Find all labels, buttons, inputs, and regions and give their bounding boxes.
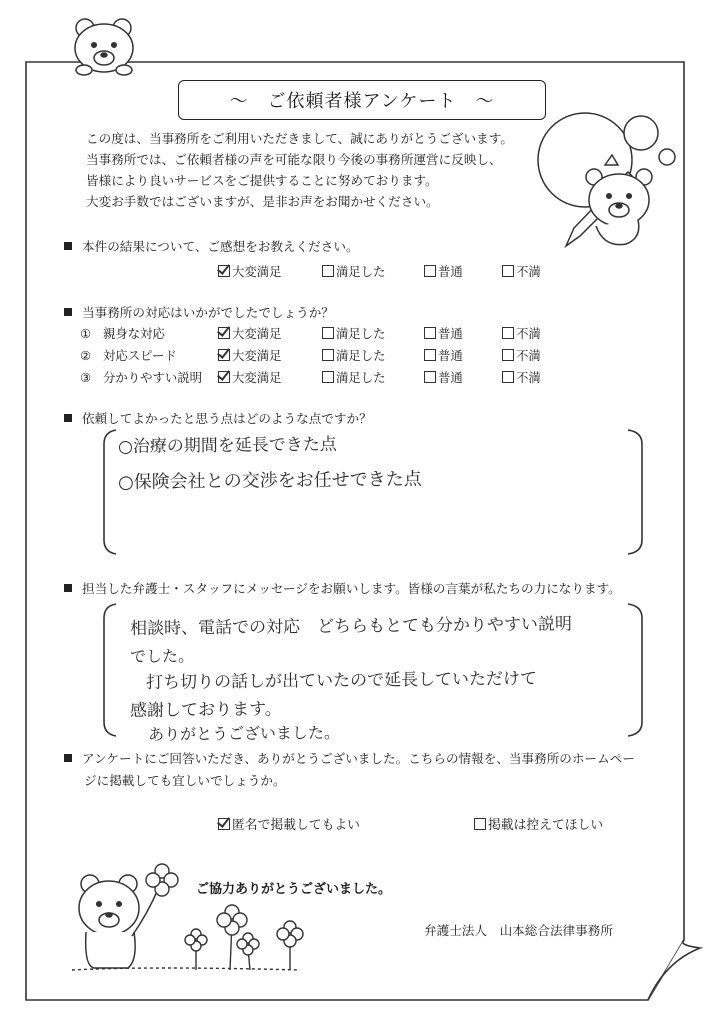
checkbox-checked-icon[interactable] xyxy=(218,349,230,361)
square-bullet-icon xyxy=(64,754,72,762)
q5-option-decline[interactable]: 掲載は控えてほしい xyxy=(474,814,603,833)
q4-answer-line: 相談時、電話での対応 どちらもとても分かりやすい説明 xyxy=(129,614,573,639)
square-bullet-icon xyxy=(64,414,72,422)
checkbox-icon[interactable] xyxy=(474,818,486,830)
q4-answer-line: 打ち切りの話しが出ていたので延長していただけて xyxy=(145,668,538,693)
checkbox-icon[interactable] xyxy=(322,371,334,383)
question-4-label: 担当した弁護士・スタッフにメッセージをお願いします。皆様の言葉が私たちの力になります。 xyxy=(82,581,621,596)
q3-answer-line: ○保険会社との交渉をお任せできた点 xyxy=(117,468,422,493)
question-5-label-cont: ジに掲載しても宜しいでしょうか。 xyxy=(84,773,286,788)
checkbox-icon[interactable] xyxy=(322,327,334,339)
q2-row-3-option-satisfied[interactable]: 満足した xyxy=(322,368,386,386)
law-firm-signature: 弁護士法人 山本総合法律事務所 xyxy=(424,923,613,938)
checkbox-icon[interactable] xyxy=(502,349,514,361)
bear-top-left-illustration xyxy=(75,19,133,75)
checkbox-icon[interactable] xyxy=(502,265,514,277)
q3-answer-line: ○治療の期間を延長できた点 xyxy=(117,434,337,457)
bear-bottom-illustration xyxy=(79,875,160,968)
q5-option-anonymous-ok[interactable]: 匿名で掲載してもよい xyxy=(218,814,360,833)
square-bullet-icon xyxy=(64,308,72,316)
square-bullet-icon xyxy=(64,584,72,592)
question-4 xyxy=(64,578,621,597)
q2-row-2-option-normal[interactable]: 普通 xyxy=(424,346,463,364)
question-5-label: アンケートにご回答いただき、ありがとうございました。こちらの情報を、当事務所のホームペー xyxy=(82,751,635,766)
q2-row-1-option-dissatisfied[interactable]: 不満 xyxy=(502,324,541,342)
page-curl xyxy=(648,940,700,1000)
q2-row-3-label: ③ 分かりやすい説明 xyxy=(80,370,203,385)
checkbox-icon[interactable] xyxy=(502,327,514,339)
checkbox-icon[interactable] xyxy=(322,265,334,277)
question-2-label: 当事務所の対応はいかがでしたでしょうか？ xyxy=(82,305,334,320)
intro-line: この度は、当事務所をご利用いただきまして、誠にありがとうございます。 xyxy=(86,131,513,146)
question-5 xyxy=(64,748,635,792)
checkbox-checked-icon[interactable] xyxy=(218,265,230,277)
q2-row-3-option-normal[interactable]: 普通 xyxy=(424,368,463,386)
q4-answer-line: 感謝しております。 xyxy=(129,699,282,721)
checkbox-icon[interactable] xyxy=(424,265,436,277)
q1-option-normal[interactable]: 普通 xyxy=(424,262,463,280)
intro-text xyxy=(86,128,513,212)
q2-row-1-option-very-satisfied[interactable]: 大変満足 xyxy=(218,324,282,342)
q4-answer-line: でした。 xyxy=(129,646,195,666)
checkbox-icon[interactable] xyxy=(424,371,436,383)
q2-row-2-option-satisfied[interactable]: 満足した xyxy=(322,346,386,364)
q1-option-satisfied[interactable]: 満足した xyxy=(322,262,386,280)
q1-option-dissatisfied[interactable]: 不満 xyxy=(502,262,541,280)
question-1-label: 本件の結果について、ご感想をお教えください。 xyxy=(82,239,359,254)
q2-row-1-label: ① 親身な対応 xyxy=(80,326,165,341)
checkbox-icon[interactable] xyxy=(424,327,436,339)
question-3-label: 依頼してよかったと思う点はどのような点ですか？ xyxy=(82,411,372,426)
question-2 xyxy=(64,302,334,321)
q2-row-2-option-very-satisfied[interactable]: 大変満足 xyxy=(218,346,282,364)
checkbox-icon[interactable] xyxy=(502,371,514,383)
checkbox-checked-icon[interactable] xyxy=(218,371,230,383)
survey-title: ～ ご依頼者様アンケート ～ xyxy=(178,80,546,120)
q2-row-1-option-normal[interactable]: 普通 xyxy=(424,324,463,342)
q4-answer-line: ありがとうございました。 xyxy=(147,722,341,744)
checkbox-checked-icon[interactable] xyxy=(218,327,230,339)
q2-row-2-label: ② 対応スピード xyxy=(80,348,177,363)
q2-row-1-option-satisfied[interactable]: 満足した xyxy=(322,324,386,342)
intro-line: 皆様により良いサービスをご提供することに努めております。 xyxy=(86,173,438,188)
intro-line: 当事務所では、ご依頼者様の声を可能な限り今後の事務所運営に反映し、 xyxy=(86,152,502,167)
intro-line: 大変お手数ではございますが、是非お声をお聞かせください。 xyxy=(86,194,439,209)
q2-row-3-option-dissatisfied[interactable]: 不満 xyxy=(502,368,541,386)
q1-option-very-satisfied[interactable]: 大変満足 xyxy=(218,262,282,280)
q2-row-3-option-very-satisfied[interactable]: 大変満足 xyxy=(218,368,282,386)
question-3 xyxy=(64,408,372,427)
checkbox-icon[interactable] xyxy=(322,349,334,361)
thanks-message: ご協力ありがとうございました。 xyxy=(196,882,392,897)
checkbox-icon[interactable] xyxy=(424,349,436,361)
square-bullet-icon xyxy=(64,242,72,250)
checkbox-checked-icon[interactable] xyxy=(218,818,230,830)
q2-row-2-option-dissatisfied[interactable]: 不満 xyxy=(502,346,541,364)
question-1 xyxy=(64,236,359,255)
